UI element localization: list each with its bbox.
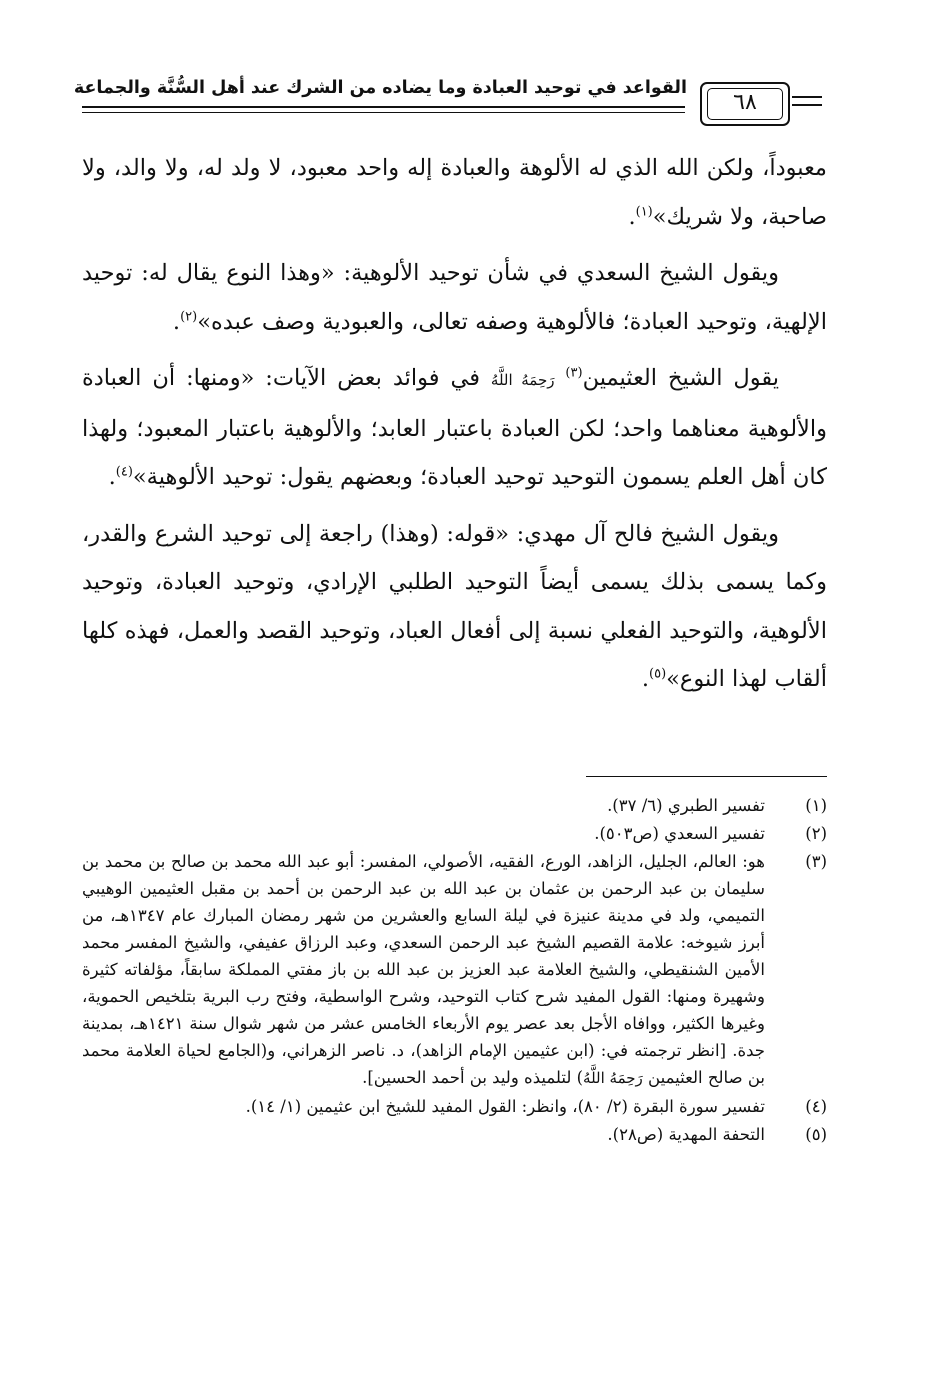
paragraph-lead: يقول الشيخ العثيمين [582,365,780,391]
footnote-separator [586,776,827,777]
paragraph [82,144,827,241]
footnote [82,792,827,819]
footnote [82,1093,827,1120]
footnote-number: (٢) [805,824,827,843]
footnote-ref: (١) [635,204,653,219]
honorific: رَحِمَهُ اللَّهُ [583,1069,643,1087]
frame-ornament-line [792,104,822,106]
frame-ornament-line [792,96,822,98]
header-rule [82,106,685,108]
footnote-text: هو: العالم، الجليل، الزاهد، الورع، الفقيه، الأصولي، المفسر: أبو عبد الله محمد بن صالح بن محمد بن سليمان بن عبد الرحمن بن عثمان بن عبد الله بن عبد الرحمن بن أحمد بن مقبل العثيمين الوهيبي التميمي، ولد في مدينة عنيزة في ليلة السابع والعشرين من شهر رمضان المبارك عام ١٣٤٧هـ، من أبرز شيوخه: علامة القصيم الشيخ عبد الرحمن السعدي، وعبد الرزاق عفيفي، والشيخ المفسر محمد الأمين الشنقيطي، والشيخ العلامة عبد العزيز بن عبد الله بن باز مفتي المملكة سابقاً، مؤلفاته كثيرة وشهيرة ومنها: القول المفيد شرح كتاب التوحيد، وشرح الواسطية، وفتح رب البرية بتلخيص الحموية، وغيرها الكثير، ووافاه الأجل بعد عصر يوم الأربعاء الخامس عشر من شهر شوال سنة ١٤٢١هـ، بمدينة جدة. [انظر ترجمته في: (ابن عثيمين الإمام الزاهد)، د. ناصر الزهراني، و(الجامع لحياة العلامة محمد بن صالح العثيمين [82,852,765,1087]
footnote-ref: (٢) [180,309,198,324]
paragraph-text: ويقول الشيخ فالح آل مهدي: «قوله: (وهذا) راجعة إلى توحيد الشرع والقدر، وكما يسمى بذلك يسمى أيضاً التوحيد الطلبي الإرادي، وتوحيد العبادة، وتوحيد الألوهية، والتوحيد الفعلي نسبة إلى أفعال العباد، وتوحيد القصد والعمل، فهذه كلها ألقاب لهذا النوع» [82,520,827,692]
header-rule-thin [82,112,685,113]
paragraph-text: ويقول الشيخ السعدي في شأن توحيد الألوهية: «وهذا النوع يقال له: توحيد الإلهية، وتوحيد العبادة؛ فالألوهية وصفه تعالى، والعبودية وصف عبده» [82,260,827,335]
footnote-text: التحفة المهدية (ص٢٨). [607,1125,765,1144]
page-number: ٦٨ [707,88,783,120]
main-text [82,144,827,712]
paragraph-tail: . [641,666,650,692]
paragraph-tail: . [172,308,181,335]
footnote-number: (٤) [805,1097,827,1116]
footnote-text: تفسير السعدي (ص٥٠٣). [594,824,765,843]
footnote-text: تفسير سورة البقرة (٢/ ٨٠)، وانظر: القول المفيد للشيخ ابن عثيمين (١/ ١٤). [245,1097,765,1116]
page-number-frame [700,82,790,126]
paragraph [82,354,827,502]
running-header [73,76,827,132]
paragraph-text: في فوائد بعض الآيات: «ومنها: أن العبادة والألوهية معناهما واحد؛ لكن العبادة باعتبار العابد؛ والألوهية باعتبار المعبود؛ ولهذا كان أهل العلم يسمون التوحيد توحيد العبادة؛ وبعضهم يقول: توحيد الألوهية» [82,365,827,490]
footnote-number: (١) [805,796,827,815]
footnote-text-end: ) لتلميذه وليد بن أحمد الحسين]. [362,1068,584,1087]
footnote [82,848,827,1092]
footnote [82,1121,827,1148]
paragraph [82,510,827,704]
footnote-text: تفسير الطبري (٦/ ٣٧). [607,796,765,815]
footnote-ref: (٣) [565,365,583,381]
footnote-number: (٥) [805,1125,827,1144]
paragraph-text: معبوداً، ولكن الله الذي له الألوهة والعبادة إله واحد معبود، لا ولد له، ولا والد، ولا صاحبة، ولا شريك» [82,155,827,230]
header-title-rest: في توحيد العبادة وما يضاده من الشرك عند أهل السُّنَّة والجماعة [73,78,623,98]
footnote-ref: (٤) [115,464,133,480]
honorific: رَحِمَهُ اللَّهُ [490,371,555,389]
header-title [73,78,687,98]
paragraph-tail: . [628,203,636,230]
footnote-ref: (٥) [649,666,667,682]
footnote [82,820,827,847]
paragraph-tail: . [108,464,116,490]
paragraph [82,249,827,346]
header-title-strong: القواعد [622,78,687,98]
footnotes [82,792,827,1148]
footnote-number: (٣) [805,852,827,871]
